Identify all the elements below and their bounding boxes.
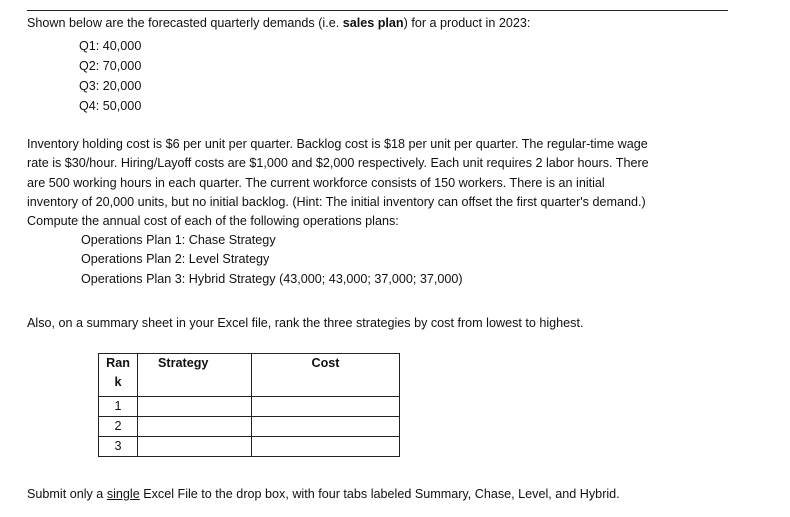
table-row: [99, 397, 400, 417]
quarter-demand-q4: Q4: 50,000: [79, 99, 142, 113]
strategy-cell: [138, 417, 252, 437]
problem-paragraph: [27, 135, 727, 231]
rank-cell: 3: [99, 437, 138, 457]
operations-plan-1: Operations Plan 1: Chase Strategy: [81, 233, 276, 247]
intro-sentence: Shown below are the forecasted quarterly demands (i.e. sales plan) for a product in 2023:: [27, 16, 531, 30]
rank-cell: 1: [99, 397, 138, 417]
ranking-table: [98, 353, 400, 457]
table-header-row: [99, 354, 400, 397]
table-row: [99, 437, 400, 457]
table-row: [99, 417, 400, 437]
sales-plan-bold: sales plan: [342, 16, 404, 30]
paragraph-line: rate is $30/hour. Hiring/Layoff costs are $1,000 and $2,000 respectively. Each unit requires 2 labor hours. There: [27, 156, 649, 171]
cost-cell: [252, 417, 400, 437]
submit-instruction: Submit only a single Excel File to the drop box, with four tabs labeled Summary, Chase, Level, and Hybrid.: [27, 487, 620, 501]
strategy-header: Strategy: [138, 354, 252, 397]
strategy-cell: [138, 397, 252, 417]
paragraph-line: are 500 working hours in each quarter. The current workforce consists of 150 workers. There is an initial: [27, 175, 605, 190]
top-rule: [27, 10, 728, 11]
quarter-demand-q2: Q2: 70,000: [79, 59, 142, 73]
quarter-demand-q1: Q1: 40,000: [79, 39, 142, 53]
strategy-cell: [138, 437, 252, 457]
rank-header: Ran k: [99, 354, 138, 397]
paragraph-line: inventory of 20,000 units, but no initial backlog. (Hint: The initial inventory can offset the first quarter's demand.): [27, 194, 646, 209]
single-underlined: single: [106, 487, 140, 501]
quarter-demand-q3: Q3: 20,000: [79, 79, 142, 93]
cost-cell: [252, 437, 400, 457]
cost-header: Cost: [252, 354, 400, 397]
operations-plan-2: Operations Plan 2: Level Strategy: [81, 252, 270, 266]
rank-cell: 2: [99, 417, 138, 437]
cost-cell: [252, 397, 400, 417]
paragraph-line: Inventory holding cost is $6 per unit per quarter. Backlog cost is $18 per unit per quarter. The regular-time wage: [27, 137, 648, 151]
paragraph-line: Compute the annual cost of each of the following operations plans:: [27, 214, 399, 229]
operations-plan-3: Operations Plan 3: Hybrid Strategy (43,000; 43,000; 37,000; 37,000): [81, 272, 463, 286]
summary-instruction: Also, on a summary sheet in your Excel file, rank the three strategies by cost from lowest to highest.: [27, 316, 584, 330]
